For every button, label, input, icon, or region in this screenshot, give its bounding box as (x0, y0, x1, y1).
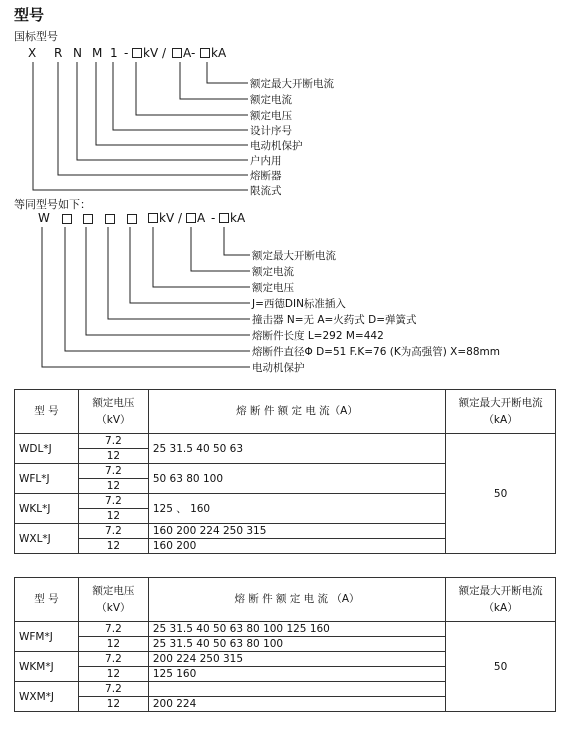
code-n: N (73, 46, 82, 60)
current-cell: 50 63 80 100 (148, 464, 445, 494)
leader-line (136, 62, 248, 115)
dash: - (211, 211, 216, 225)
code-dash: - (124, 46, 129, 60)
model-cell: WDL*J (15, 434, 79, 464)
model-cell: WKL*J (15, 494, 79, 524)
current-cell: 160 200 (148, 539, 445, 554)
voltage-cell: 7.2 (78, 652, 148, 667)
col-header-current: 熔 断 件 额 定 电 流 （A） (148, 578, 445, 622)
col-header-voltage: 额定电压（kV） (78, 390, 148, 434)
eq-label-motor: 电动机保护 (252, 362, 305, 374)
model-cell: WXL*J (15, 524, 79, 554)
spec-table-1 (14, 389, 556, 554)
spec-table-2 (14, 577, 556, 712)
nat-label-limiting: 限流式 (250, 185, 282, 197)
current-cell: 125 、 160 (148, 494, 445, 524)
voltage-cell: 7.2 (78, 622, 148, 637)
code-1: 1 (110, 46, 118, 60)
national-heading: 国标型号 (14, 30, 58, 43)
leader-line (191, 227, 250, 271)
breaking-cell: 50 (446, 622, 556, 712)
leader-line (96, 62, 248, 145)
leader-line (130, 227, 250, 303)
voltage-cell: 7.2 (78, 434, 148, 449)
voltage-cell: 12 (78, 539, 148, 554)
kv-field: kV (148, 211, 174, 225)
page-title: 型号 (14, 6, 45, 24)
voltage-cell: 12 (78, 509, 148, 524)
leader-line (33, 62, 248, 190)
current-cell: 25 31.5 40 50 63 80 100 (148, 637, 445, 652)
model-cell: WKM*J (15, 652, 79, 682)
voltage-cell: 12 (78, 449, 148, 464)
current-cell (148, 682, 445, 697)
code-w: W (38, 211, 50, 225)
nat-label-breaking: 额定最大开断电流 (250, 78, 334, 90)
leader-line (207, 62, 248, 83)
current-cell: 200 224 (148, 697, 445, 712)
eq-label-striker: 撞击器 N=无 A=火药式 D=弹簧式 (252, 314, 417, 326)
voltage-cell: 7.2 (78, 524, 148, 539)
eq-label-voltage: 额定电压 (252, 282, 294, 294)
leader-line (180, 62, 248, 99)
nat-label-indoor: 户内用 (250, 155, 282, 167)
leader-line (58, 62, 248, 175)
current-cell: 200 224 250 315 (148, 652, 445, 667)
kv-field: kV (132, 46, 158, 60)
breaking-cell: 50 (446, 434, 556, 554)
nat-label-voltage: 额定电压 (250, 110, 292, 122)
leader-line (42, 227, 250, 367)
leader-line (108, 227, 250, 319)
voltage-cell: 7.2 (78, 494, 148, 509)
model-cell: WXM*J (15, 682, 79, 712)
ka-field: kA (200, 46, 226, 60)
col-header-current: 熔 断 件 额 定 电 流（A） (148, 390, 445, 434)
slash: / (162, 46, 167, 60)
model-cell: WFM*J (15, 622, 79, 652)
a-field: A (186, 211, 205, 225)
nat-label-fuse: 熔断器 (250, 170, 282, 182)
col-header-voltage: 额定电压（kV） (78, 578, 148, 622)
leader-line (153, 227, 250, 287)
eq-label-current: 额定电流 (252, 266, 294, 278)
a-field: A- (172, 46, 195, 60)
leader-line (65, 227, 250, 351)
eq-label-diameter: 熔断件直径Φ D=51 F.K=76 (K为高强管) X=88mm (252, 346, 500, 358)
current-cell: 125 160 (148, 667, 445, 682)
col-header-breaking: 额定最大开断电流（kA） (446, 578, 556, 622)
current-cell: 25 31.5 40 50 63 80 100 125 160 (148, 622, 445, 637)
model-cell: WFL*J (15, 464, 79, 494)
eq-label-din: J=西德DIN标准插入 (252, 298, 346, 310)
code-m: M (92, 46, 103, 60)
eq-label-length: 熔断件长度 L=292 M=442 (252, 330, 384, 342)
nat-label-design: 设计序号 (250, 125, 292, 137)
voltage-cell: 12 (78, 697, 148, 712)
col-header-breaking: 额定最大开断电流（kA） (446, 390, 556, 434)
code-r: R (54, 46, 63, 60)
col-header-model: 型 号 (15, 390, 79, 434)
equivalent-heading: 等同型号如下： (14, 198, 91, 211)
voltage-cell: 12 (78, 479, 148, 494)
current-cell: 160 200 224 250 315 (148, 524, 445, 539)
current-cell: 25 31.5 40 50 63 (148, 434, 445, 464)
leader-line (224, 227, 250, 255)
nat-label-motor: 电动机保护 (250, 140, 303, 152)
slash: / (178, 211, 183, 225)
col-header-model: 型 号 (15, 578, 79, 622)
voltage-cell: 7.2 (78, 682, 148, 697)
voltage-cell: 7.2 (78, 464, 148, 479)
voltage-cell: 12 (78, 667, 148, 682)
ka-field: kA (219, 211, 245, 225)
voltage-cell: 12 (78, 637, 148, 652)
eq-label-breaking: 额定最大开断电流 (252, 250, 336, 262)
nat-label-current: 额定电流 (250, 94, 292, 106)
code-x: X (28, 46, 37, 60)
